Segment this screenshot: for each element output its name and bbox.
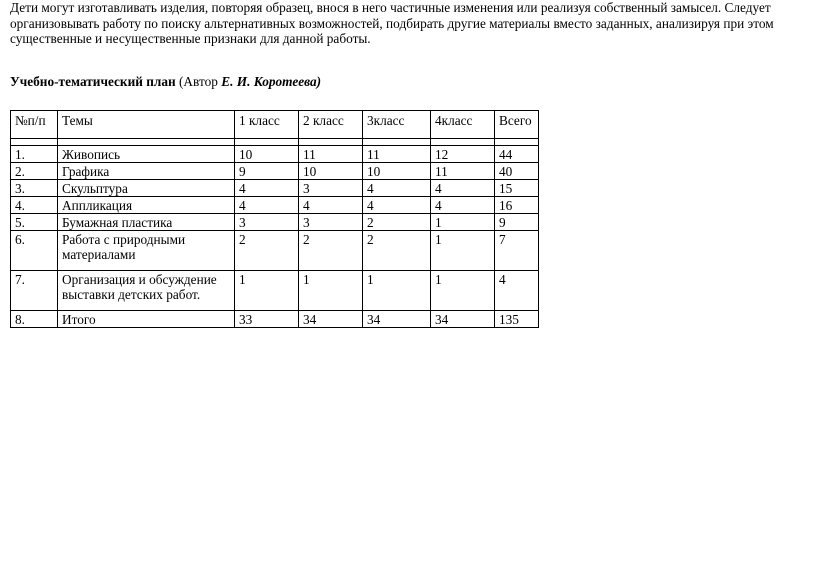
row-total: 4	[495, 271, 539, 311]
row-theme-line: выставки детских работ.	[62, 287, 201, 302]
row-grade-4: 4	[431, 180, 495, 197]
row-grade-1: 33	[235, 311, 299, 328]
row-total: 135	[495, 311, 539, 328]
spacer-cell	[235, 139, 299, 146]
table-row	[11, 180, 539, 197]
header-total: Всего	[495, 111, 539, 139]
row-grade-2: 34	[299, 311, 363, 328]
row-grade-4: 11	[431, 163, 495, 180]
row-total: 40	[495, 163, 539, 180]
row-grade-4: 34	[431, 311, 495, 328]
row-total: 16	[495, 197, 539, 214]
spacer-cell	[431, 139, 495, 146]
spacer-cell	[58, 139, 235, 146]
row-num: 6.	[11, 231, 58, 271]
row-theme: Скульптура	[58, 180, 235, 197]
row-num: 7.	[11, 271, 58, 311]
header-theme: Темы	[58, 111, 235, 139]
row-theme-line: материалами	[62, 247, 136, 262]
plan-heading-author-name: Е. И. Коротеева)	[221, 74, 322, 89]
table-total-row	[11, 311, 539, 328]
header-num: №п/п	[11, 111, 58, 139]
thematic-plan-table	[10, 110, 539, 328]
row-grade-1: 4	[235, 180, 299, 197]
row-num: 8.	[11, 311, 58, 328]
row-theme-line: Работа с природными	[62, 232, 186, 247]
row-num: 2.	[11, 163, 58, 180]
row-theme: Бумажная пластика	[58, 214, 235, 231]
row-grade-1: 10	[235, 146, 299, 163]
spacer-cell	[299, 139, 363, 146]
table-row	[11, 163, 539, 180]
row-num: 5.	[11, 214, 58, 231]
row-theme	[58, 231, 235, 271]
row-total: 9	[495, 214, 539, 231]
row-grade-3: 4	[363, 197, 431, 214]
plan-heading-title: Учебно-тематический план	[10, 74, 176, 89]
row-grade-1: 4	[235, 197, 299, 214]
table-row	[11, 197, 539, 214]
row-theme: Итого	[58, 311, 235, 328]
row-theme: Живопись	[58, 146, 235, 163]
header-grade-2: 2 класс	[299, 111, 363, 139]
row-theme	[58, 271, 235, 311]
row-theme: Графика	[58, 163, 235, 180]
header-grade-4: 4класс	[431, 111, 495, 139]
plan-heading-author-prefix: (Автор	[175, 74, 222, 89]
header-grade-1: 1 класс	[235, 111, 299, 139]
row-grade-1: 3	[235, 214, 299, 231]
header-grade-3: 3класс	[363, 111, 431, 139]
row-grade-3: 34	[363, 311, 431, 328]
spacer-cell	[495, 139, 539, 146]
row-num: 4.	[11, 197, 58, 214]
row-grade-2: 1	[299, 271, 363, 311]
table-row	[11, 146, 539, 163]
row-grade-3: 2	[363, 231, 431, 271]
table-row	[11, 231, 539, 271]
row-grade-3: 1	[363, 271, 431, 311]
row-grade-3: 10	[363, 163, 431, 180]
row-grade-2: 11	[299, 146, 363, 163]
row-grade-4: 12	[431, 146, 495, 163]
row-grade-4: 4	[431, 197, 495, 214]
row-grade-2: 2	[299, 231, 363, 271]
row-grade-2: 10	[299, 163, 363, 180]
row-num: 3.	[11, 180, 58, 197]
table-spacer-row	[11, 139, 539, 146]
intro-paragraph: Дети могут изготавливать изделия, повторяя образец, внося в него частичные изменения или реализуя собственный замысел. Следует организовывать работу по поиску альтернативных возможностей, подбирать другие материалы вместо заданных, анализируя при этом существенные и несущественные признаки для данной работы.	[10, 0, 774, 46]
row-grade-4: 1	[431, 231, 495, 271]
row-grade-2: 4	[299, 197, 363, 214]
spacer-cell	[363, 139, 431, 146]
row-theme: Аппликация	[58, 197, 235, 214]
table-header-row	[11, 111, 539, 139]
row-grade-3: 2	[363, 214, 431, 231]
row-grade-1: 2	[235, 231, 299, 271]
row-total: 7	[495, 231, 539, 271]
row-grade-2: 3	[299, 214, 363, 231]
row-num: 1.	[11, 146, 58, 163]
row-grade-1: 1	[235, 271, 299, 311]
row-grade-3: 4	[363, 180, 431, 197]
spacer-cell	[11, 139, 58, 146]
plan-heading	[10, 74, 321, 90]
row-grade-2: 3	[299, 180, 363, 197]
row-grade-1: 9	[235, 163, 299, 180]
row-total: 44	[495, 146, 539, 163]
row-grade-4: 1	[431, 214, 495, 231]
row-total: 15	[495, 180, 539, 197]
row-grade-3: 11	[363, 146, 431, 163]
table-row	[11, 214, 539, 231]
row-grade-4: 1	[431, 271, 495, 311]
table-row	[11, 271, 539, 311]
row-theme-line: Организация и обсуждение	[62, 272, 217, 287]
